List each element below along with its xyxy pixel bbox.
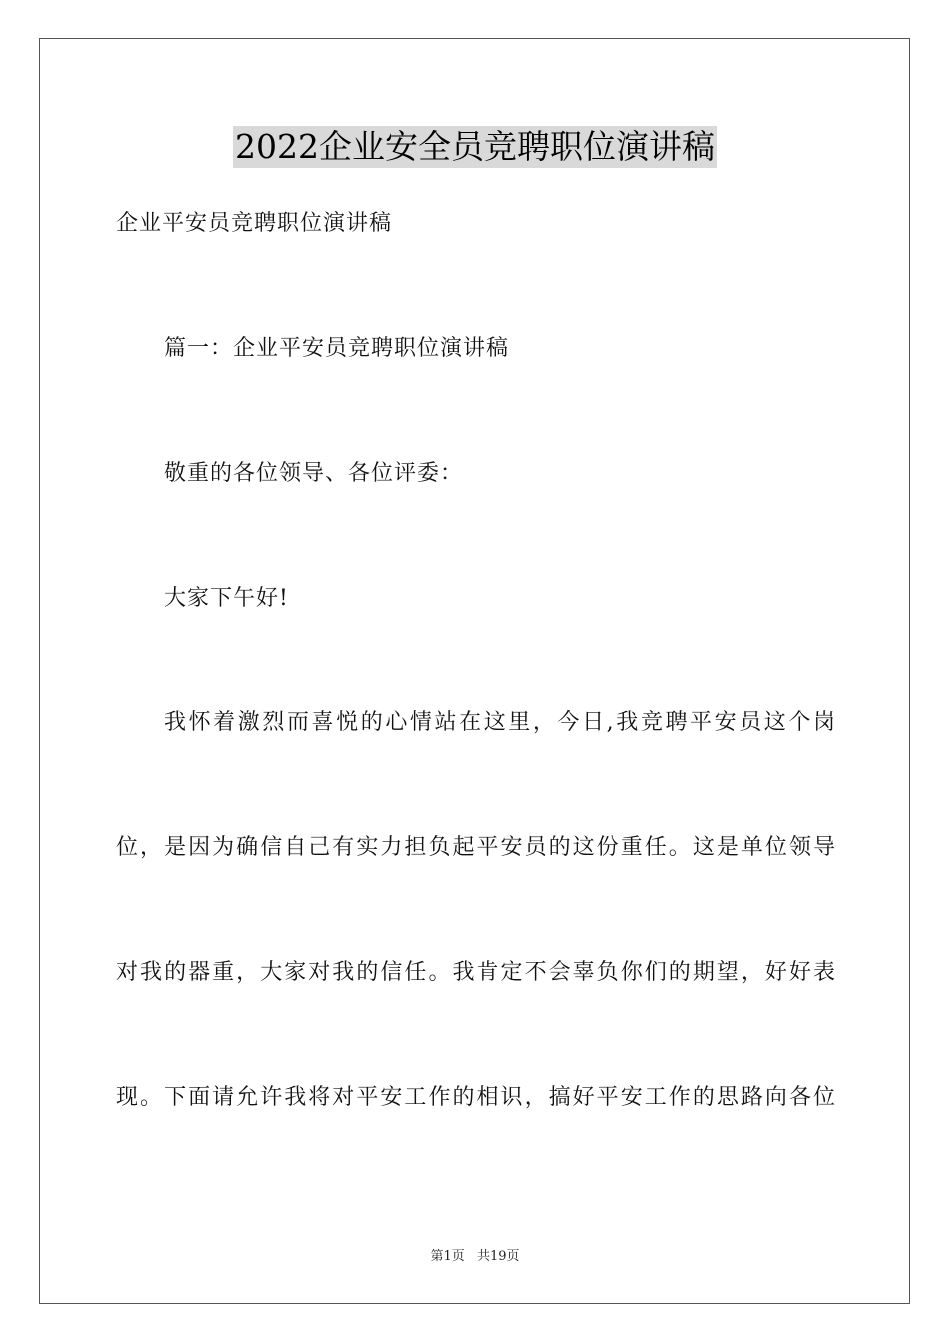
salutation: 敬重的各位领导、各位评委： bbox=[164, 461, 464, 486]
document-subtitle: 企业平安员竞聘职位演讲稿 bbox=[116, 211, 393, 236]
body-line: 位，是因为确信自己有实力担负起平安员的这份重任。这是单位领导 bbox=[116, 835, 836, 860]
page-number-current: 第1页 bbox=[430, 1249, 465, 1264]
section-heading: 篇一：企业平安员竞聘职位演讲稿 bbox=[164, 336, 510, 361]
document-title-text: 2022企业安全员竞聘职位演讲稿 bbox=[235, 127, 715, 166]
document-title bbox=[0, 126, 950, 168]
body-line: 现。下面请允许我将对平安工作的相识，搞好平安工作的思路向各位 bbox=[116, 1085, 836, 1110]
page-number-total: 共19页 bbox=[476, 1249, 520, 1264]
body-line: 我怀着激烈而喜悦的心情站在这里，今日,我竞聘平安员这个岗 bbox=[164, 710, 836, 735]
body-line: 对我的器重，大家对我的信任。我肯定不会辜负你们的期望，好好表 bbox=[116, 960, 836, 985]
greeting: 大家下午好! bbox=[164, 586, 289, 611]
page-footer bbox=[0, 1248, 950, 1266]
